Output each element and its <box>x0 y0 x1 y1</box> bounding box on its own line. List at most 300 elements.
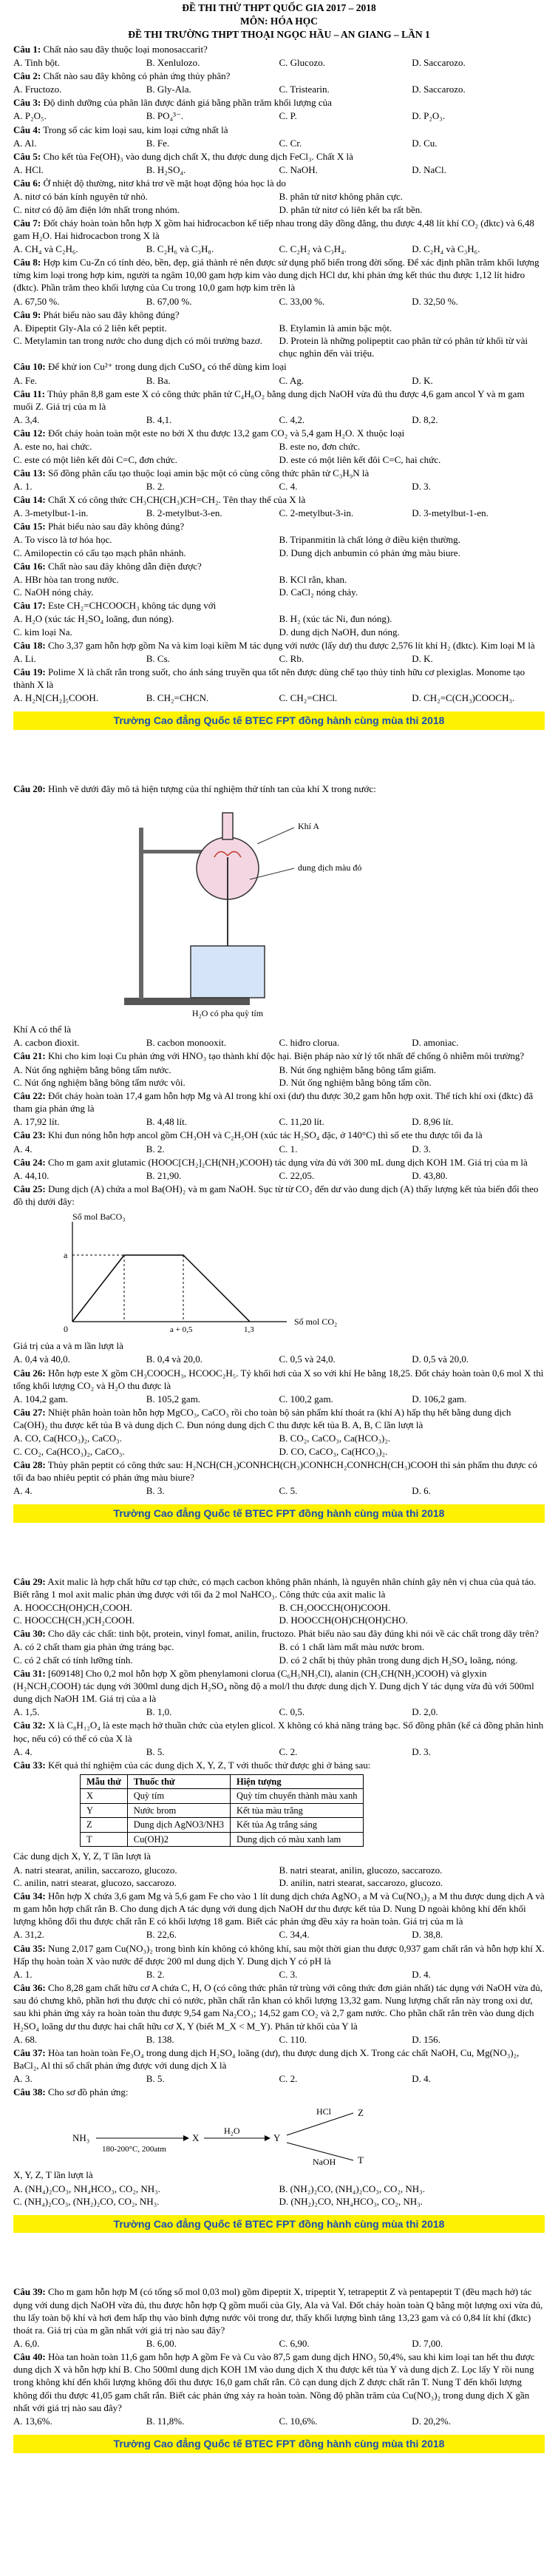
answer-options <box>13 137 545 149</box>
answer-option[interactable]: A. Al. <box>13 137 37 149</box>
answer-option[interactable]: A. Fe. <box>13 374 38 386</box>
question-text: Hòa tan hoàn toàn Fe₃O₄ trong dung dịch H₂SO₄ loãng (dư), thu được dung dịch X. Trong các chất NaOH, Cu, Mg(NO₃)₂, BaCl₂, Al thì số chất phản ứng được với dung dịch X là <box>13 2046 520 2071</box>
answer-option[interactable]: D. 7,00. <box>412 2338 443 2349</box>
answer-option[interactable]: D. có 2 chất bị thủy phân trong dung dịch H₂SO₄ loãng, nóng. <box>279 1654 518 1666</box>
answer-option[interactable]: D. CH₂=C(CH₃)COOCH₃. <box>412 692 515 704</box>
exam-header <box>13 0 545 42</box>
answer-option[interactable]: A. Nút ống nghiệm bằng bông tẩm nước. <box>13 1064 171 1075</box>
question-number: Câu 5: <box>13 150 41 162</box>
answer-option[interactable]: A. Đipeptit Gly-Ala có 2 liên kết peptit. <box>13 322 167 334</box>
question-number: Câu 13: <box>13 467 46 479</box>
answer-option[interactable]: C. 110. <box>279 2033 307 2045</box>
experiment-illustration <box>13 798 545 1020</box>
table-row <box>81 1803 364 1818</box>
table-cell: Dung dịch có màu xanh lam <box>230 1832 364 1847</box>
answer-option[interactable]: C. 2. <box>279 2073 298 2085</box>
answer-options <box>13 1484 545 1497</box>
answer-option[interactable]: B. este no, đơn chức. <box>279 441 361 453</box>
question-block-6 <box>13 2168 545 2207</box>
answer-option[interactable]: A. 3-metylbut-1-in. <box>13 507 89 519</box>
answer-option[interactable]: C. kim loại Na. <box>13 626 72 638</box>
question <box>13 2285 545 2336</box>
answer-options <box>13 295 545 308</box>
answer-option[interactable]: D. Nút ống nghiệm bằng bông tẩm cồn. <box>279 1076 432 1088</box>
answer-options <box>13 507 545 519</box>
answer-option[interactable]: A. 17,92 lít. <box>13 1116 60 1128</box>
answer-option[interactable]: D. P₂O₃. <box>412 110 446 122</box>
answer-option[interactable]: A. nitơ có bán kính nguyên tử nhỏ. <box>13 191 148 203</box>
question-text: Các dung dịch X, Y, Z, T lần lượt là <box>13 1850 152 1862</box>
question-text: Cho 8,28 gam chất hữu cơ A chứa C, H, O (có công thức phân tử trùng với công thức đơn giản nhất) tác dụng với NaOH vừa đủ, sau đó chưng khô, phần hơi thu được chỉ có nước, phần chất rắn khan có khối lượng 13,32 gam. Nung lượng chất rắn này trong oxi dư, sau khi phản ứng xảy ra hoàn toàn thu được 9,54 gam Na₂CO₃; 14,52 gam CO₂ và 2,7 gam nước. Cho phần chất rắn trên vào dung dịch H₂SO₄ loãng dư thu được hai chất hữu cơ X, Y (biết M_X < M_Y). Phân tử khối của Y là <box>13 1982 543 2032</box>
question-text: Giá trị của a và m lần lượt là <box>13 1340 123 1352</box>
answer-option[interactable]: D. CO, CaCO₃, Ca(HCO₃)₂. <box>279 1445 388 1457</box>
answer-option[interactable]: C. 100,2 gam. <box>279 1393 333 1404</box>
answer-option[interactable]: A. 104,2 gam. <box>13 1393 69 1404</box>
scheme-y: Y <box>273 2132 281 2144</box>
answer-option[interactable]: C. 2-metylbut-3-in. <box>279 507 354 519</box>
question <box>13 2086 545 2098</box>
question <box>13 360 545 373</box>
question <box>13 1667 545 1705</box>
question-text: Chất nào sau đây không có phản ứng thủy phân? <box>43 70 231 81</box>
answer-option[interactable]: D. Cu. <box>412 137 438 149</box>
question-number: Câu 2: <box>13 70 41 81</box>
question-number: Câu 15: <box>13 521 46 533</box>
sponsor-banner-2: Trường Cao đẳng Quốc tế BTEC FPT đồng hành cùng mùa thi 2018 <box>13 1504 545 1522</box>
table-row <box>81 1789 364 1804</box>
question-number: Câu 23: <box>13 1129 46 1141</box>
answer-option[interactable]: A. 6,0. <box>13 2338 40 2349</box>
question-number: Câu 1: <box>13 43 41 55</box>
answer-option[interactable]: B. KCl rắn, khan. <box>279 573 347 585</box>
answer-option[interactable]: C. Amilopectin có cấu tạo mạch phân nhánh. <box>13 547 186 558</box>
question <box>13 1089 545 1115</box>
answer-option[interactable]: A. 4. <box>13 1745 33 1757</box>
answer-option[interactable]: A. 68. <box>13 2033 38 2045</box>
answer-option[interactable]: B. Nút ống nghiệm bằng bông tẩm giấm. <box>279 1064 437 1075</box>
question <box>13 96 545 109</box>
answer-option[interactable]: B. 1,0. <box>146 1706 172 1718</box>
question-number: Câu 27: <box>13 1407 46 1419</box>
question <box>13 388 545 413</box>
answer-options <box>13 1928 545 1941</box>
answer-option[interactable]: C. 4. <box>279 480 298 492</box>
experiment-figure <box>13 798 545 1020</box>
question <box>13 1759 545 1771</box>
answer-option[interactable]: B. (NH₂)₂CO, (NH₄)₂CO₃, CO₂, NH₃. <box>279 2183 425 2194</box>
question-number: Câu 9: <box>13 308 41 320</box>
question-number: Câu 3: <box>13 97 41 109</box>
answer-option[interactable]: A. Fructozo. <box>13 84 62 95</box>
answer-option[interactable]: C. Metylamin tan trong nước cho dung dịch có môi trường bazơ. <box>13 335 262 347</box>
answer-option[interactable]: B. Etylamin là amin bậc một. <box>279 322 392 334</box>
answer-option[interactable]: B. CH₃OOCCH(OH)COOH. <box>279 1601 391 1613</box>
answer-option[interactable]: B. 0,4 và 20,0. <box>146 1353 203 1365</box>
answer-option[interactable]: C. Nút ống nghiệm bằng bông tẩm nước vôi. <box>13 1076 186 1088</box>
answer-option[interactable]: C. 4,2. <box>279 414 305 426</box>
answer-option[interactable]: D. C₂H₄ và C₃H₆. <box>412 243 480 254</box>
scheme-arrowhead-2 <box>265 2135 271 2141</box>
table-header: Mẫu thử <box>81 1774 128 1789</box>
answer-options <box>13 692 545 704</box>
reagent-table <box>80 1774 364 1848</box>
scheme-naoh: NaOH <box>313 2157 336 2168</box>
answer-options <box>13 1432 545 1457</box>
answer-option[interactable]: D. 106,2 gam. <box>412 1393 467 1404</box>
answer-option[interactable]: C. 33,00 %. <box>279 295 325 307</box>
answer-options <box>13 2415 545 2427</box>
question-text: Phát biểu nào sau đây không đúng? <box>47 521 185 533</box>
answer-options <box>13 190 545 215</box>
answer-option[interactable]: B. 67,00 %. <box>146 295 192 307</box>
answer-option[interactable]: C. 2. <box>279 1745 298 1757</box>
question <box>13 560 545 572</box>
answer-option[interactable]: D. 4. <box>412 1968 431 1980</box>
answer-option[interactable]: C. 22,05. <box>279 1169 315 1181</box>
answer-option[interactable]: C. 10,6%. <box>279 2415 318 2427</box>
question-number: Câu 32: <box>13 1720 46 1731</box>
answer-option[interactable]: B. Fe. <box>146 137 170 149</box>
answer-option[interactable]: D. CaCl₂ nóng chảy. <box>279 586 358 598</box>
question-text: Trong số các kim loại sau, kim loại cứng nhất là <box>43 124 228 135</box>
answer-option[interactable]: A. este no, hai chức. <box>13 441 92 453</box>
answer-option[interactable]: A. 4. <box>13 1143 33 1155</box>
answer-options <box>13 56 545 69</box>
answer-option[interactable]: D. 3. <box>412 1143 431 1155</box>
question <box>13 1367 545 1392</box>
answer-option[interactable]: A. HOOCCH(OH)CH₂COOH. <box>13 1601 132 1613</box>
answer-option[interactable]: C. 6,90. <box>279 2338 310 2349</box>
question-text: Độ dinh dưỡng của phân lân được đánh giá bằng phần trăm khối lượng của <box>43 97 332 109</box>
answer-options <box>13 1601 545 1626</box>
answer-option[interactable]: D. 0,5 và 20,0. <box>412 1353 469 1365</box>
answer-option[interactable]: B. H₂SO₄. <box>146 164 186 176</box>
answer-option[interactable]: D. 3. <box>412 480 431 492</box>
answer-option[interactable]: A. H₂N[CH₂]₅COOH. <box>13 692 99 704</box>
answer-option[interactable]: C. Glucozo. <box>279 56 325 68</box>
answer-option[interactable]: D. Saccarozo. <box>412 84 466 95</box>
answer-option[interactable]: C. 0,5. <box>279 1706 305 1718</box>
answer-option[interactable]: D. 3-metylbut-1-en. <box>412 507 489 519</box>
question <box>13 1719 545 1744</box>
answer-option[interactable]: D. 156. <box>412 2033 440 2045</box>
question-text: Cho dãy các chất: tinh bột, protein, vinyl fomat, anilin, fructozo. Phát biểu nào sau đây đúng khi nói về các chất trong dãy trên? <box>47 1628 539 1640</box>
answer-option[interactable]: D. anilin, natri stearat, saccarozo, glucozo. <box>279 1876 443 1888</box>
question-number: Câu 8: <box>13 257 41 268</box>
answer-option[interactable]: B. Cs. <box>146 652 170 664</box>
question-text: Hỗn hợp este X gồm CH₃COOCH₃, HCOOC₂H₅. Tỷ khối hơi của X so với khí He bằng 18,25. Đốt cháy hoàn toàn 0,6 mol X thì tổng khối lượng CO₂ và H₂O thu được là <box>13 1367 544 1391</box>
answer-option[interactable]: D. este có một liên kết đôi C=C, hai chức. <box>279 453 441 465</box>
answer-option[interactable]: D. 8,96 lít. <box>412 1116 454 1128</box>
answer-option[interactable]: A. 13,6%. <box>13 2415 52 2427</box>
answer-option[interactable]: A. HCl. <box>13 164 44 176</box>
answer-option[interactable]: C. 3. <box>279 1968 298 1980</box>
answer-option[interactable]: C. C₂H₂ và C₃H₄. <box>279 243 347 254</box>
question <box>13 1575 545 1600</box>
question <box>13 467 545 479</box>
answer-option[interactable]: D. 38,8. <box>412 1929 443 1941</box>
answer-option[interactable]: D. 6. <box>412 1485 431 1496</box>
answer-option[interactable]: B. CO₂, CaCO₃, Ca(HCO₃)₂. <box>279 1433 391 1444</box>
answer-options <box>13 1115 545 1128</box>
answer-option[interactable]: C. (NH₄)₂CO₃, (NH₂)₂CO, CO₂, NH₃. <box>13 2195 160 2207</box>
answer-option[interactable]: C. Tristearin. <box>279 84 330 95</box>
answer-option[interactable]: A. 3,4. <box>13 414 40 426</box>
answer-option[interactable]: C. CH₂=CHCl. <box>279 692 338 704</box>
question-number: Câu 20: <box>13 782 46 794</box>
question-number: Câu 33: <box>13 1759 46 1771</box>
table-header: Thuốc thử <box>127 1774 230 1789</box>
answer-option[interactable]: B. PO₄³⁻. <box>146 110 184 122</box>
question-number: Câu 24: <box>13 1156 46 1168</box>
subject-title: MÔN: HÓA HỌC <box>240 16 318 27</box>
answer-option[interactable]: B. 11,8%. <box>146 2415 185 2427</box>
answer-option[interactable]: D. 32,50 %. <box>412 295 458 307</box>
flask-neck <box>222 813 233 839</box>
answer-option[interactable]: A. 1. <box>13 480 33 492</box>
answer-option[interactable]: B. 2. <box>146 480 165 492</box>
label-line-gas <box>257 828 294 844</box>
question-number: Câu 36: <box>13 1982 46 1994</box>
question <box>13 1458 545 1484</box>
question-text: Đốt cháy hoàn toàn hỗn hợp X gồm hai hiđrocacbon kế tiếp nhau trong dãy đồng đẳng, thu được 4,48 lít khí CO₂ (đktc) và 6,48 gam H₂O. Hai hiđrocacbon trong X là <box>13 217 534 241</box>
question <box>13 1049 545 1062</box>
answer-option[interactable]: B. 138. <box>146 2033 174 2045</box>
question-text: [609148] Cho 0,2 mol hỗn hợp X gồm phenylamoni clorua (C₆H₅NH₃Cl), alanin (CH₃CH(NH₂)COOH) và glyxin (H₂NCH₂COOH) tác dụng với 300ml dung dịch H₂SO₄ nồng độ a mol/l thu được dung dịch Y. Dung dịch Y tác dụng vừa đủ với 500ml dung dịch NaOH 1M. Giá trị của a là <box>13 1667 534 1705</box>
question-text: Kết quả thí nghiệm của các dung dịch X, Y, Z, T với thuốc thử được ghi ở bảng sau: <box>47 1759 371 1771</box>
answer-option[interactable]: D. Protein là những polipeptit cao phân tử có phân tử khối từ vài chục nghìn đến vài triệu. <box>279 335 528 359</box>
sponsor-banner-3: Trường Cao đẳng Quốc tế BTEC FPT đồng hành cùng mùa thi 2018 <box>13 2215 545 2233</box>
answer-option[interactable]: D. amoniac. <box>412 1037 459 1049</box>
answer-option[interactable]: B. 3. <box>146 1485 165 1496</box>
answer-option[interactable]: C. Ag. <box>279 374 304 386</box>
question-block-4 <box>13 1575 545 1771</box>
answer-options <box>13 2033 545 2046</box>
answer-option[interactable]: C. hiđro clorua. <box>279 1037 340 1049</box>
stand-rod <box>139 828 143 999</box>
question-block-5 <box>13 1850 545 2098</box>
scheme-condition: 180-200°C, 200atm <box>102 2145 166 2154</box>
y-tick-a: a <box>64 1250 68 1261</box>
answer-option[interactable]: B. cacbon monooxit. <box>146 1037 227 1049</box>
answer-option[interactable]: D. K. <box>412 374 433 386</box>
answer-option[interactable]: B. 21,90. <box>146 1169 182 1181</box>
question-number: Câu 17: <box>13 600 46 612</box>
answer-option[interactable]: C. 34,4. <box>279 1929 310 1941</box>
question <box>13 256 545 294</box>
answer-option[interactable]: C. Rb. <box>279 652 304 664</box>
question <box>13 1850 545 1862</box>
y-axis-label: Số mol BaCO₃ <box>72 1211 126 1223</box>
question-text: Ở nhiệt độ thường, nitơ khá trơ về mặt hoạt động hóa học là do <box>43 178 286 189</box>
answer-option[interactable]: D. K. <box>412 652 433 664</box>
answer-option[interactable]: A. 1. <box>13 1968 33 1980</box>
answer-option[interactable]: A. 1,5. <box>13 1706 40 1718</box>
question-text: Phát biểu nào sau đây không đúng? <box>43 308 180 320</box>
answer-option[interactable]: B. CH₂=CHCN. <box>146 692 209 704</box>
answer-option[interactable]: B. 4,48 lít. <box>146 1116 188 1128</box>
answer-option[interactable]: A. 3. <box>13 2073 33 2085</box>
table-cell: Quỳ tím <box>127 1789 230 1804</box>
answer-option[interactable]: B. natri stearat, anilin, glucozo, saccarozo. <box>279 1864 443 1876</box>
answer-option[interactable]: B. 22,6. <box>146 1929 177 1941</box>
answer-option[interactable]: B. Ba. <box>146 374 171 386</box>
answer-options <box>13 480 545 493</box>
answer-option[interactable]: A. P₂O₅. <box>13 110 47 122</box>
answer-option[interactable]: B. 2. <box>146 1968 165 1980</box>
answer-option[interactable]: C. Cr. <box>279 137 302 149</box>
answer-option[interactable]: A. natri stearat, anilin, saccarozo, glucozo. <box>13 1864 177 1876</box>
answer-option[interactable]: A. có 2 chất tham gia phản ứng tráng bạc. <box>13 1641 174 1653</box>
answer-option[interactable]: B. 5. <box>146 1745 165 1757</box>
question-text: Chất nào sau đây thuộc loại monosaccarit? <box>43 43 208 55</box>
question <box>13 2168 545 2181</box>
answer-option[interactable]: D. 20,2%. <box>412 2415 451 2427</box>
question-number: Câu 16: <box>13 560 46 572</box>
school-title: ĐỀ THI TRƯỜNG THPT THOẠI NGỌC HẦU – AN GIANG – LẦN 1 <box>128 29 430 41</box>
answer-options <box>13 374 545 387</box>
answer-option[interactable]: B. Xenlulozo. <box>146 56 200 68</box>
question-text: Hòa tan hoàn toàn 11,6 gam hỗn hợp A gồm Fe và Cu vào 87,5 gam dung dịch HNO₃ 50,4%, sau khi kim loại tan hết thu được dung dịch X và hỗn hợp khí B. Cho 500ml dung dịch KOH 1M vào dung dịch X thu được kết tủa Y và dung dịch Z. Lọc lấy Y rồi nung trong không khí đến khối lượng không đổi thu được 16,0 gam chất rắn. Cô cạn dung dịch Z được chất rắn T. Nung T đến khối lượng không đổi thu được 41,05 gam chất rắn. Biết các phản ứng xảy ra hoàn toàn. Nồng độ phần trăm của Cu(NO₃)₂ trong dung dịch X gần nhất với giá trị nào sau đây? <box>13 2351 535 2413</box>
scheme-x: X <box>192 2132 200 2144</box>
answer-options <box>13 652 545 665</box>
answer-options <box>13 1864 545 1889</box>
answer-option[interactable]: B. H₂ (xúc tác Ni, đun nóng). <box>279 613 392 625</box>
answer-option[interactable]: B. 6,00. <box>146 2338 177 2349</box>
answer-option[interactable]: C. NaOH nóng chảy. <box>13 586 94 598</box>
answer-option[interactable]: C. CO₂, Ca(HCO₃)₂, CaCO₃. <box>13 1445 125 1457</box>
question-text: Nhiệt phân hoàn toàn hỗn hợp MgCO₃, CaCO₃ rồi cho toàn bộ sản phẩm khí thoát ra (khí A) hấp thụ hết bằng dung dịch Ca(OH)₂ thu được kết tủa B và dung dịch C. Đun nóng dung dịch C thu được kết tủa B. A, B, C lần lượt là <box>13 1407 511 1431</box>
solution-label: dung dịch màu đỏ <box>298 862 362 873</box>
answer-options <box>13 2337 545 2350</box>
question <box>13 308 545 321</box>
precipitate-curve <box>72 1255 250 1322</box>
answer-option[interactable]: D. 4. <box>412 2073 431 2085</box>
answer-options <box>13 1064 545 1089</box>
question-text: X, Y, Z, T lần lượt là <box>13 2169 93 2181</box>
answer-option[interactable]: B. Tripanmitin là chất lỏng ở điều kiện thường. <box>279 534 460 546</box>
answer-option[interactable]: B. 105,2 gam. <box>146 1393 201 1404</box>
question-text: Cho 3,37 gam hỗn hợp gồm Na và kim loại kiềm M tác dụng với nước (lấy dư) thu được 2,576 lít khí H₂ (đktc). Kim loại M là <box>47 639 535 651</box>
answer-option[interactable]: C. 0,5 và 24,0. <box>279 1353 336 1365</box>
answer-options <box>13 612 545 638</box>
question-number: Câu 4: <box>13 124 41 135</box>
answer-option[interactable]: D. 2,0. <box>412 1706 438 1718</box>
answer-option[interactable]: B. 5. <box>146 2073 165 2085</box>
answer-option[interactable]: C. 1. <box>279 1143 298 1155</box>
scheme-nh3: NH₃ <box>72 2132 90 2144</box>
answer-option[interactable]: A. Tinh bột. <box>13 56 60 68</box>
answer-option[interactable]: A. 31,2. <box>13 1929 44 1941</box>
reaction-scheme-diagram <box>72 2101 486 2168</box>
answer-option[interactable]: C. HOOCCH(CH₃)CH₂COOH. <box>13 1615 135 1626</box>
question-text: Khi đun nóng hỗn hợp ancol gồm CH₃OH và C₂H₅OH (xúc tác H₂SO₄ đặc, ở 140°C) thì số ete thu được tối đa là <box>47 1129 483 1141</box>
answer-option[interactable]: D. Saccarozo. <box>412 56 466 68</box>
question-number: Câu 31: <box>13 1667 46 1679</box>
answer-option[interactable]: A. 4. <box>13 1485 33 1496</box>
answer-options <box>13 573 545 598</box>
question <box>13 1339 545 1352</box>
answer-option[interactable]: C. anilin, natri stearat, glucozo, saccarozo. <box>13 1876 177 1888</box>
table-cell: T <box>81 1832 128 1847</box>
answer-option[interactable]: A. cacbon đioxit. <box>13 1037 80 1049</box>
answer-option[interactable]: D. 8,2. <box>412 414 438 426</box>
table-cell: Z <box>81 1818 128 1833</box>
answer-option[interactable]: D. 3. <box>412 1745 431 1757</box>
answer-option[interactable]: A. Li. <box>13 652 36 664</box>
answer-option[interactable]: C. este có một liên kết đôi C=C, đơn chức. <box>13 453 177 465</box>
scheme-arrowhead-1 <box>183 2135 189 2141</box>
table-cell: Quỳ tím chuyển thành màu xanh <box>230 1789 364 1804</box>
answer-option[interactable]: A. (NH₄)₂CO₃, NH₄HCO₃, CO₂, NH₃. <box>13 2183 160 2194</box>
question <box>13 70 545 82</box>
answer-option[interactable]: B. 4,1. <box>146 414 172 426</box>
answer-option[interactable]: C. có 2 chất có tính lưỡng tính. <box>13 1654 133 1666</box>
answer-option[interactable]: B. phân tử nitơ không phân cực. <box>279 191 404 203</box>
question-20 <box>13 782 545 795</box>
answer-option[interactable]: B. 2-metylbut-3-en. <box>146 507 222 519</box>
question <box>13 1183 545 1208</box>
answer-option[interactable]: B. Gly-Ala. <box>146 84 191 95</box>
answer-option[interactable]: D. dung dịch NaOH, đun nóng. <box>279 626 400 638</box>
question-text: Hình vẽ dưới đây mô tả hiện tượng của thí nghiệm thử tính tan của khí X trong nước: <box>47 782 376 794</box>
water-label: H₂O có pha quỳ tím <box>191 1008 264 1019</box>
reaction-scheme <box>72 2101 486 2168</box>
question <box>13 43 545 55</box>
answer-option[interactable]: D. HOOCCH(OH)CH(OH)CHO. <box>279 1615 408 1626</box>
question-number: Câu 25: <box>13 1183 46 1194</box>
answer-option[interactable]: A. To visco là tơ hóa học. <box>13 534 112 546</box>
answer-options <box>13 2072 545 2085</box>
question-number: Câu 39: <box>13 2286 46 2298</box>
x-axis-label: Số mol CO₂ <box>294 1316 338 1328</box>
question-text: Khí A có thể là <box>13 1024 71 1035</box>
answer-options <box>13 1393 545 1405</box>
answer-option[interactable]: D. 43,80. <box>412 1169 448 1181</box>
question-text: Dung dịch (A) chứa a mol Ba(OH)₂ và m gam NaOH. Sục từ từ CO₂ đến dư vào dung dịch (A) thấy lượng kết tủa biến đổi theo đồ thị dưới đây: <box>13 1183 539 1208</box>
answer-option[interactable]: D. Dung dịch anbumin có phản ứng màu biure. <box>279 547 460 558</box>
answer-option[interactable]: C. nitơ có độ âm điện lớn nhất trong nhóm. <box>13 203 180 215</box>
scheme-z: Z <box>358 2107 364 2119</box>
answer-option[interactable]: A. H₂O (xúc tác H₂SO₄ loãng, đun nóng). <box>13 613 174 625</box>
answer-option[interactable]: D. phân tử nitơ có liên kết ba rất bền. <box>279 203 423 215</box>
answer-option[interactable]: D. NaCl. <box>412 164 446 176</box>
answer-options <box>13 1143 545 1155</box>
answer-option[interactable]: A. 0,4 và 40,0. <box>13 1353 70 1365</box>
answer-options <box>13 243 545 255</box>
answer-option[interactable]: A. 44,10. <box>13 1169 50 1181</box>
answer-option[interactable]: D. (NH₂)₂CO, NH₄HCO₃, CO₂, NH₃. <box>279 2195 423 2207</box>
answer-option[interactable]: C. 5. <box>279 1485 298 1496</box>
answer-option[interactable]: C. 11,20 lít. <box>279 1116 324 1128</box>
table-cell: Dung dịch AgNO3/NH3 <box>127 1818 230 1833</box>
question-text: Khi cho kim loại Cu phản ứng với HNO₃ tạo thành khí độc hại. Biện pháp nào xử lý tốt nhất để chống ô nhiễm môi trường? <box>47 1050 525 1062</box>
answer-option[interactable]: A. 67,50 %. <box>13 295 60 307</box>
answer-option[interactable]: B. 2. <box>146 1143 165 1155</box>
scheme-h2o: H₂O <box>224 2126 240 2137</box>
answer-option[interactable]: B. có 1 chất làm mất màu nước brom. <box>279 1641 425 1653</box>
table-header-row <box>81 1774 364 1789</box>
question <box>13 639 545 652</box>
page-gap-3 <box>13 2240 545 2285</box>
answer-options <box>13 440 545 465</box>
answer-option[interactable]: A. CO, Ca(HCO₃)₂, CaCO₃. <box>13 1433 122 1444</box>
answer-option[interactable]: A. HBr hòa tan trong nước. <box>13 573 119 585</box>
answer-option[interactable]: C. P. <box>279 110 297 122</box>
answer-option[interactable]: C. NaOH. <box>279 164 318 176</box>
answer-option[interactable]: A. CH₄ và C₂H₆. <box>13 243 78 254</box>
answer-option[interactable]: B. C₂H₆ và C₃H₈. <box>146 243 214 254</box>
